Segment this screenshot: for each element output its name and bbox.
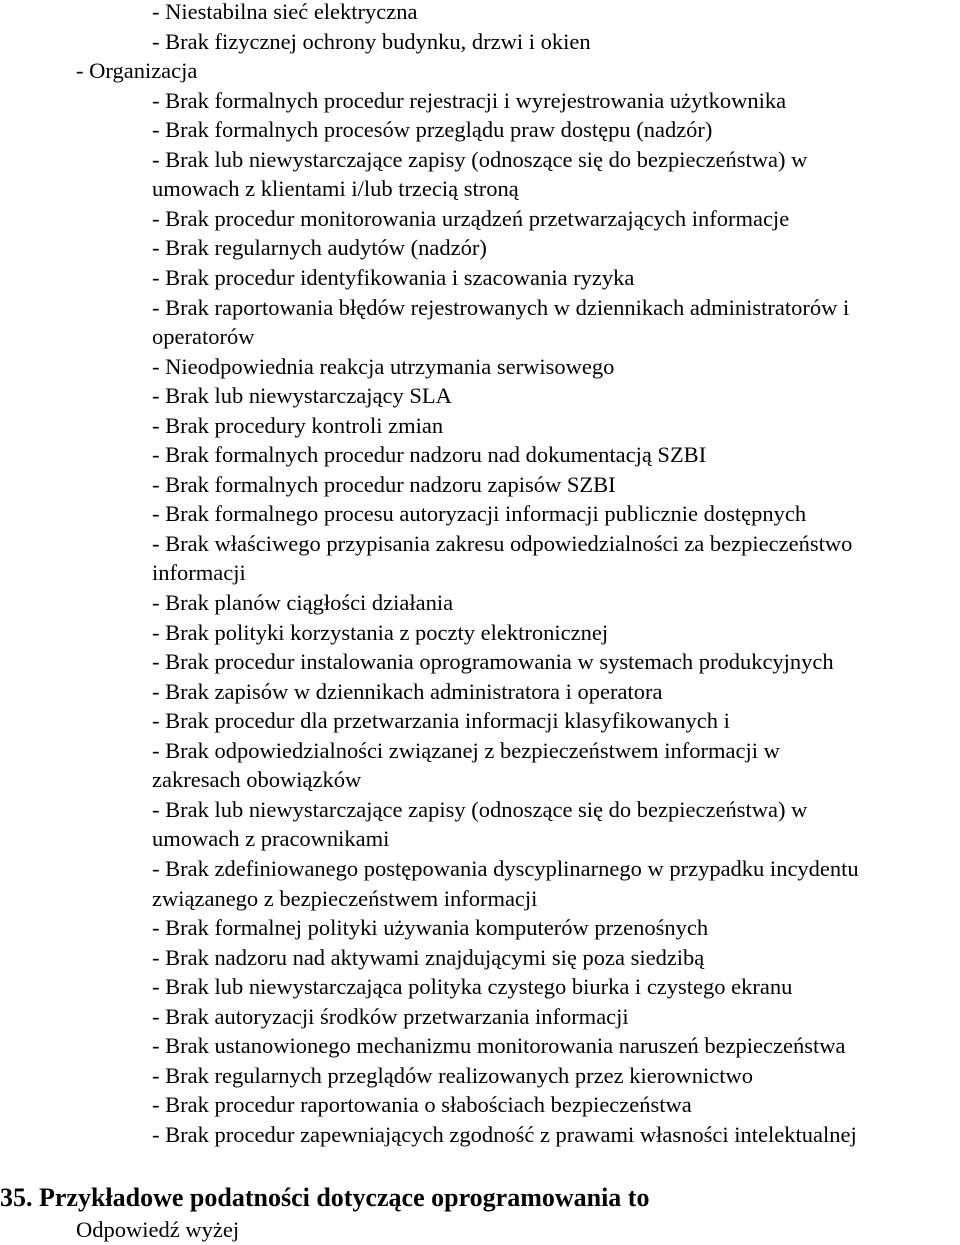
list-line: - Brak regularnych przeglądów realizowanych przez kierownictwo xyxy=(152,1062,753,1088)
list-line: - Brak fizycznej ochrony budynku, drzwi i okien xyxy=(152,28,591,54)
list-line: - Brak procedur instalowania oprogramowania w systemach produkcyjnych xyxy=(152,649,834,675)
list-line: - Brak planów ciągłości działania xyxy=(152,590,454,615)
list-line: - Brak ustanowionego mechanizmu monitorowania naruszeń bezpieczeństwa xyxy=(152,1033,846,1059)
section-heading: 35. Przykładowe podatności dotyczące oprogramowania to xyxy=(0,1183,650,1212)
list-line: - Brak zdefiniowanego postępowania dyscyplinarnego w przypadku incydentu xyxy=(152,855,859,881)
list-line: - Brak odpowiedzialności związanej z bezpieczeństwem informacji w xyxy=(152,737,780,763)
list-line: - Nieodpowiednia reakcja utrzymania serwisowego xyxy=(152,353,615,379)
list-line: - Niestabilna sieć elektryczna xyxy=(152,0,418,24)
list-line: - Brak procedur monitorowania urządzeń przetwarzających informacje xyxy=(152,205,790,231)
list-line: - Brak lub niewystarczający SLA xyxy=(152,383,452,409)
list-line: związanego z bezpieczeństwem informacji xyxy=(152,885,538,911)
list-line: zakresach obowiązków xyxy=(152,767,362,793)
list-line: - Brak formalnych procesów przeglądu praw dostępu (nadzór) xyxy=(152,117,713,143)
answer-text: Odpowiedź wyżej xyxy=(76,1217,240,1242)
list-line: umowach z klientami i/lub trzecią stroną xyxy=(152,176,519,202)
list-line: umowach z pracownikami xyxy=(152,826,390,852)
list-line: - Brak formalnych procedur nadzoru nad dokumentacją SZBI xyxy=(152,442,707,468)
list-line: - Brak lub niewystarczające zapisy (odnoszące się do bezpieczeństwa) w xyxy=(152,146,808,172)
list-line: informacji xyxy=(152,560,246,586)
list-line: - Brak procedury kontroli zmian xyxy=(152,412,444,438)
list-line: - Brak procedur raportowania o słabościach bezpieczeństwa xyxy=(152,1092,692,1118)
list-line: - Organizacja xyxy=(76,58,198,84)
list-line: - Brak formalnego procesu autoryzacji informacji publicznie dostępnych xyxy=(152,501,807,527)
list-line: - Brak zapisów w dziennikach administratora i operatora xyxy=(152,678,663,704)
list-line: - Brak właściwego przypisania zakresu odpowiedzialności za bezpieczeństwo xyxy=(152,530,853,556)
list-line: - Brak procedur dla przetwarzania informacji klasyfikowanych i xyxy=(152,708,730,734)
list-line: - Brak procedur zapewniających zgodność z prawami własności intelektualnej xyxy=(152,1121,857,1147)
list-line: - Brak raportowania błędów rejestrowanych w dziennikach administratorów i xyxy=(152,294,850,320)
list-line: - Brak procedur identyfikowania i szacowania ryzyka xyxy=(152,264,635,290)
list-line: - Brak formalnych procedur nadzoru zapisów SZBI xyxy=(152,471,616,497)
list-line: - Brak lub niewystarczająca polityka czystego biurka i czystego ekranu xyxy=(152,974,793,1000)
list-line: - Brak nadzoru nad aktywami znajdującymi się poza siedzibą xyxy=(152,944,705,970)
list-line: - Brak lub niewystarczające zapisy (odnoszące się do bezpieczeństwa) w xyxy=(152,796,808,822)
list-line: - Brak autoryzacji środków przetwarzania informacji xyxy=(152,1003,629,1029)
list-line: - Brak polityki korzystania z poczty elektronicznej xyxy=(152,619,609,645)
list-line: - Brak regularnych audytów (nadzór) xyxy=(152,235,487,261)
list-line: - Brak formalnej polityki używania komputerów przenośnych xyxy=(152,915,709,941)
list-line: operatorów xyxy=(152,324,255,350)
list-line: - Brak formalnych procedur rejestracji i wyrejestrowania użytkownika xyxy=(152,87,787,113)
